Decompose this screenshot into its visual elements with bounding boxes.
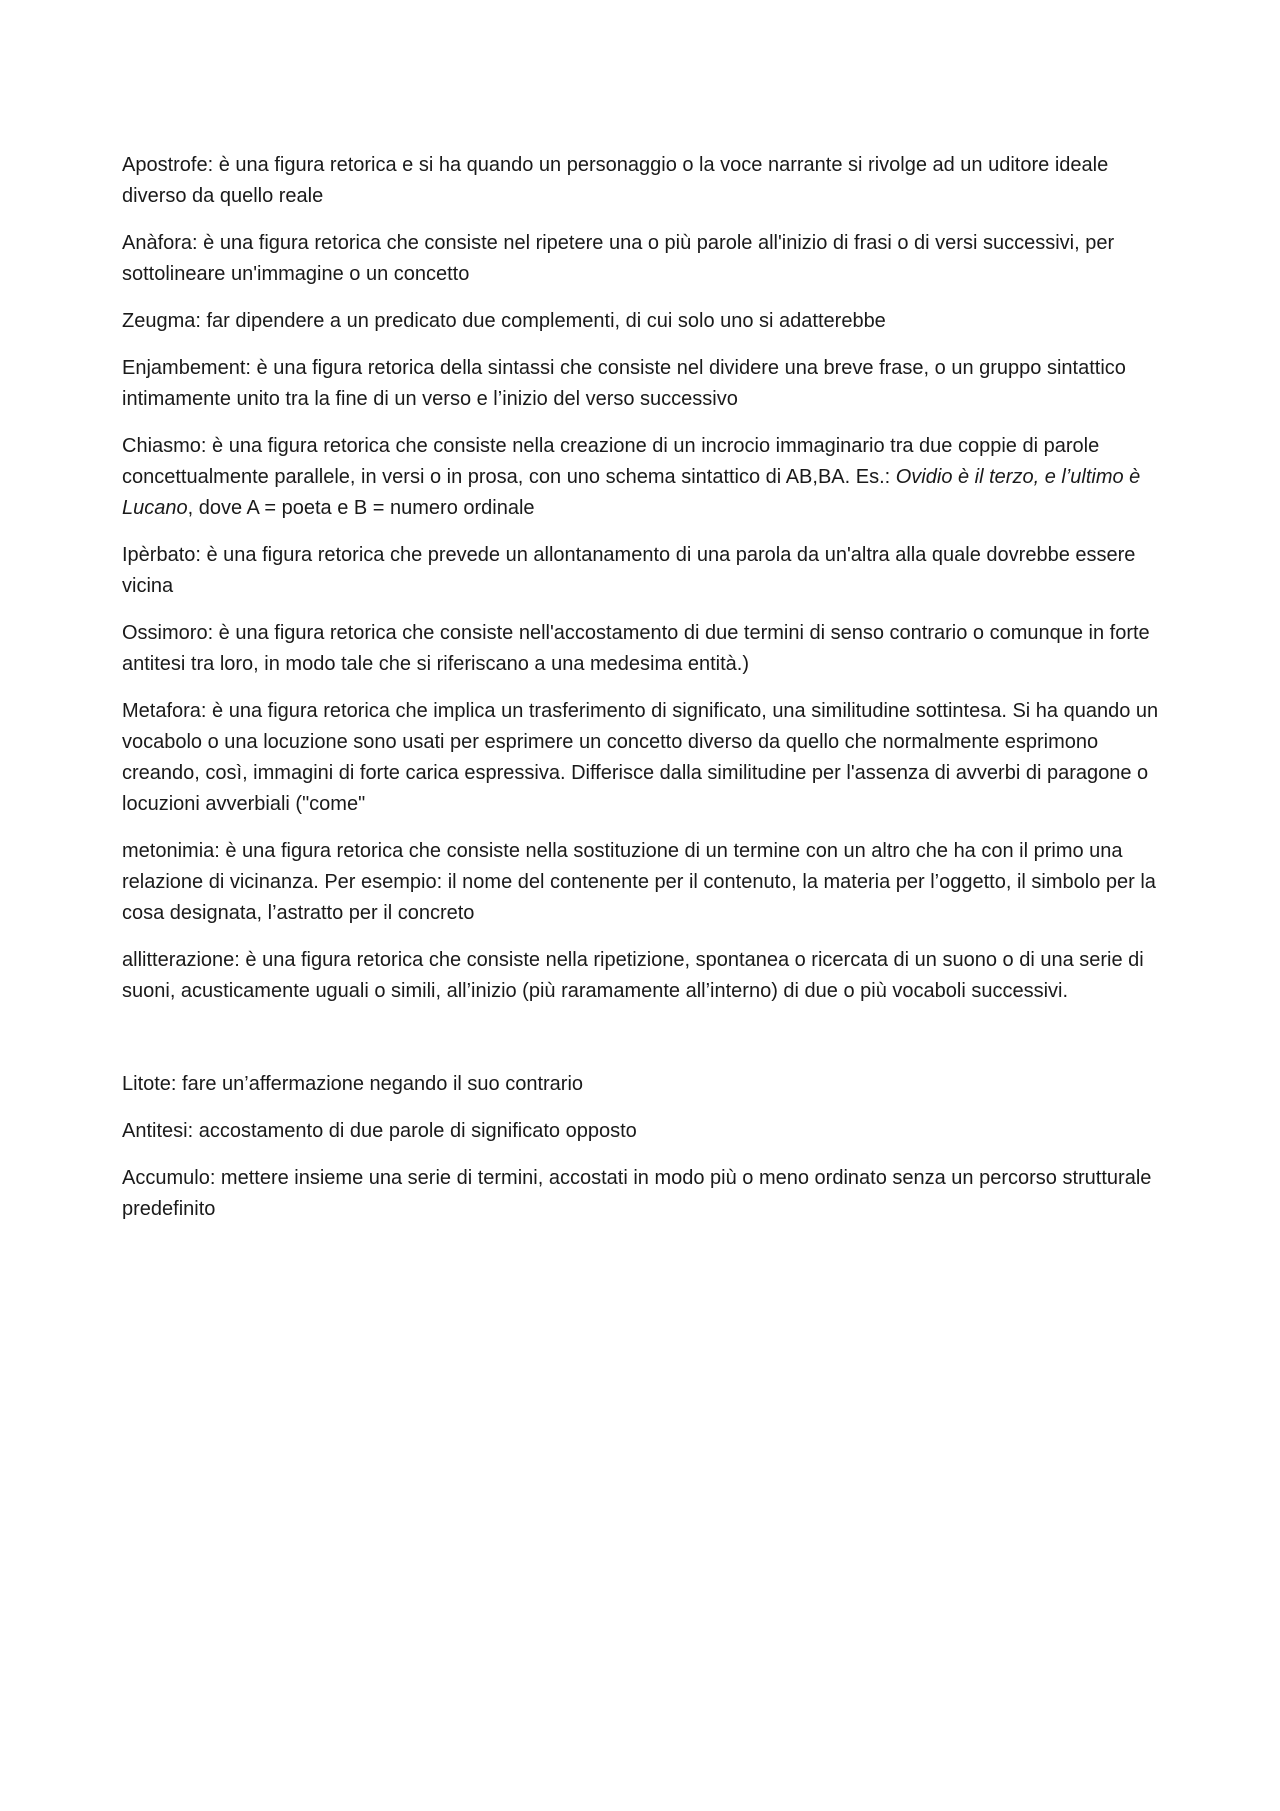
paragraph-accumulo: Accumulo: mettere insieme una serie di termini, accostati in modo più o meno ordinato senza un percorso strutturale predefinito <box>122 1167 1152 1220</box>
paragraph-chiasmo <box>122 431 1172 524</box>
chiasmo-text-after: , dove A = poeta e B = numero ordinale <box>187 497 535 519</box>
paragraph-allitterazione: allitterazione: è una figura retorica che consiste nella ripetizione, spontanea o ricercata di un suono o di una serie di suoni, acusticamente uguali o simili, all’inizio (più raramamente all’interno) di due o più vocaboli successivi. <box>122 949 1144 1002</box>
paragraph-iperbato: Ipèrbato: è una figura retorica che prevede un allontanamento di una parola da un'altra alla quale dovrebbe essere vicina <box>122 544 1136 597</box>
document-body <box>122 150 1172 1241</box>
chiasmo-text-before: Chiasmo: è una figura retorica che consiste nella creazione di un incrocio immaginario tra due coppie di parole concettualmente parallele, in versi o in prosa, con uno schema sintattico di AB,BA. Es.: <box>122 435 1100 488</box>
paragraph-enjambement: Enjambement: è una figura retorica della sintassi che consiste nel dividere una breve frase, o un gruppo sintattico intimamente unito tra la fine di un verso e l’inizio del verso successivo <box>122 357 1126 410</box>
paragraph-antitesi: Antitesi: accostamento di due parole di significato opposto <box>122 1120 637 1142</box>
paragraph-litote: Litote: fare un’affermazione negando il suo contrario <box>122 1073 584 1095</box>
paragraph-anafora: Anàfora: è una figura retorica che consiste nel ripetere una o più parole all'inizio di frasi o di versi successivi, per sottolineare un'immagine o un concetto <box>122 232 1115 285</box>
paragraph-metonimia: metonimia: è una figura retorica che consiste nella sostituzione di un termine con un altro che ha con il primo una relazione di vicinanza. Per esempio: il nome del contenente per il contenuto, la materia per l’oggetto, il simbolo per la cosa designata, l’astratto per il concreto <box>122 840 1156 924</box>
paragraph-apostrofe: Apostrofe: è una figura retorica e si ha quando un personaggio o la voce narrante si rivolge ad un uditore ideale diverso da quello reale <box>122 154 1109 207</box>
paragraph-zeugma: Zeugma: far dipendere a un predicato due complementi, di cui solo uno si adatterebbe <box>122 310 886 332</box>
chiasmo-example-italic: Ovidio è il terzo, e l’ultimo è Lucano <box>122 466 1141 519</box>
paragraph-metafora: Metafora: è una figura retorica che implica un trasferimento di significato, una similitudine sottintesa. Si ha quando un vocabolo o una locuzione sono usati per esprimere un concetto diverso da quello che normalmente esprimono creando, così, immagini di forte carica espressiva. Differisce dalla similitudine per l'assenza di avverbi di paragone o locuzioni avverbiali ("come" <box>122 700 1159 815</box>
paragraph-spacer <box>122 1023 1172 1069</box>
paragraph-ossimoro: Ossimoro: è una figura retorica che consiste nell'accostamento di due termini di senso contrario o comunque in forte antitesi tra loro, in modo tale che si riferiscano a una medesima entità.) <box>122 622 1150 675</box>
